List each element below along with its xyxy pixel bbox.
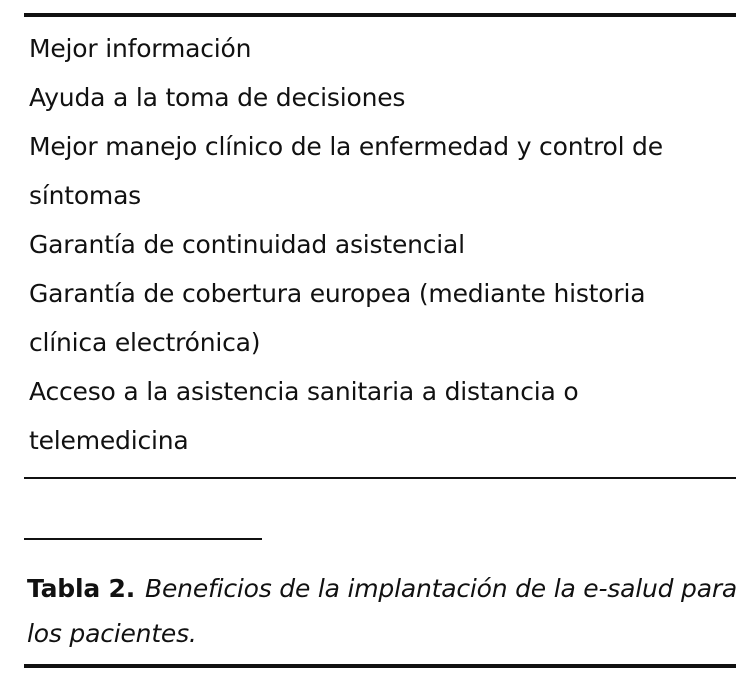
table-top-rule bbox=[24, 13, 736, 17]
benefit-item-telemedicina: Acceso a la asistencia sanitaria a distancia o telemedicina bbox=[29, 377, 579, 455]
benefit-item-informacion: Mejor información bbox=[29, 34, 252, 63]
benefit-item-cobertura-europea: Garantía de cobertura europea (mediante historia clínica electrónica) bbox=[29, 279, 646, 357]
table-caption bbox=[27, 566, 739, 656]
benefits-table bbox=[29, 24, 729, 465]
footnote-separator bbox=[24, 538, 262, 540]
table-bottom-rule bbox=[24, 477, 736, 479]
benefit-item-manejo-clinico: Mejor manejo clínico de la enfermedad y control de síntomas bbox=[29, 132, 663, 210]
benefit-item-decisiones: Ayuda a la toma de decisiones bbox=[29, 83, 406, 112]
caption-label: Tabla 2. bbox=[27, 574, 136, 603]
caption-text: Beneficios de la implantación de la e-salud para los pacientes. bbox=[27, 574, 738, 648]
caption-bottom-rule bbox=[24, 664, 736, 668]
benefit-item-continuidad: Garantía de continuidad asistencial bbox=[29, 230, 465, 259]
